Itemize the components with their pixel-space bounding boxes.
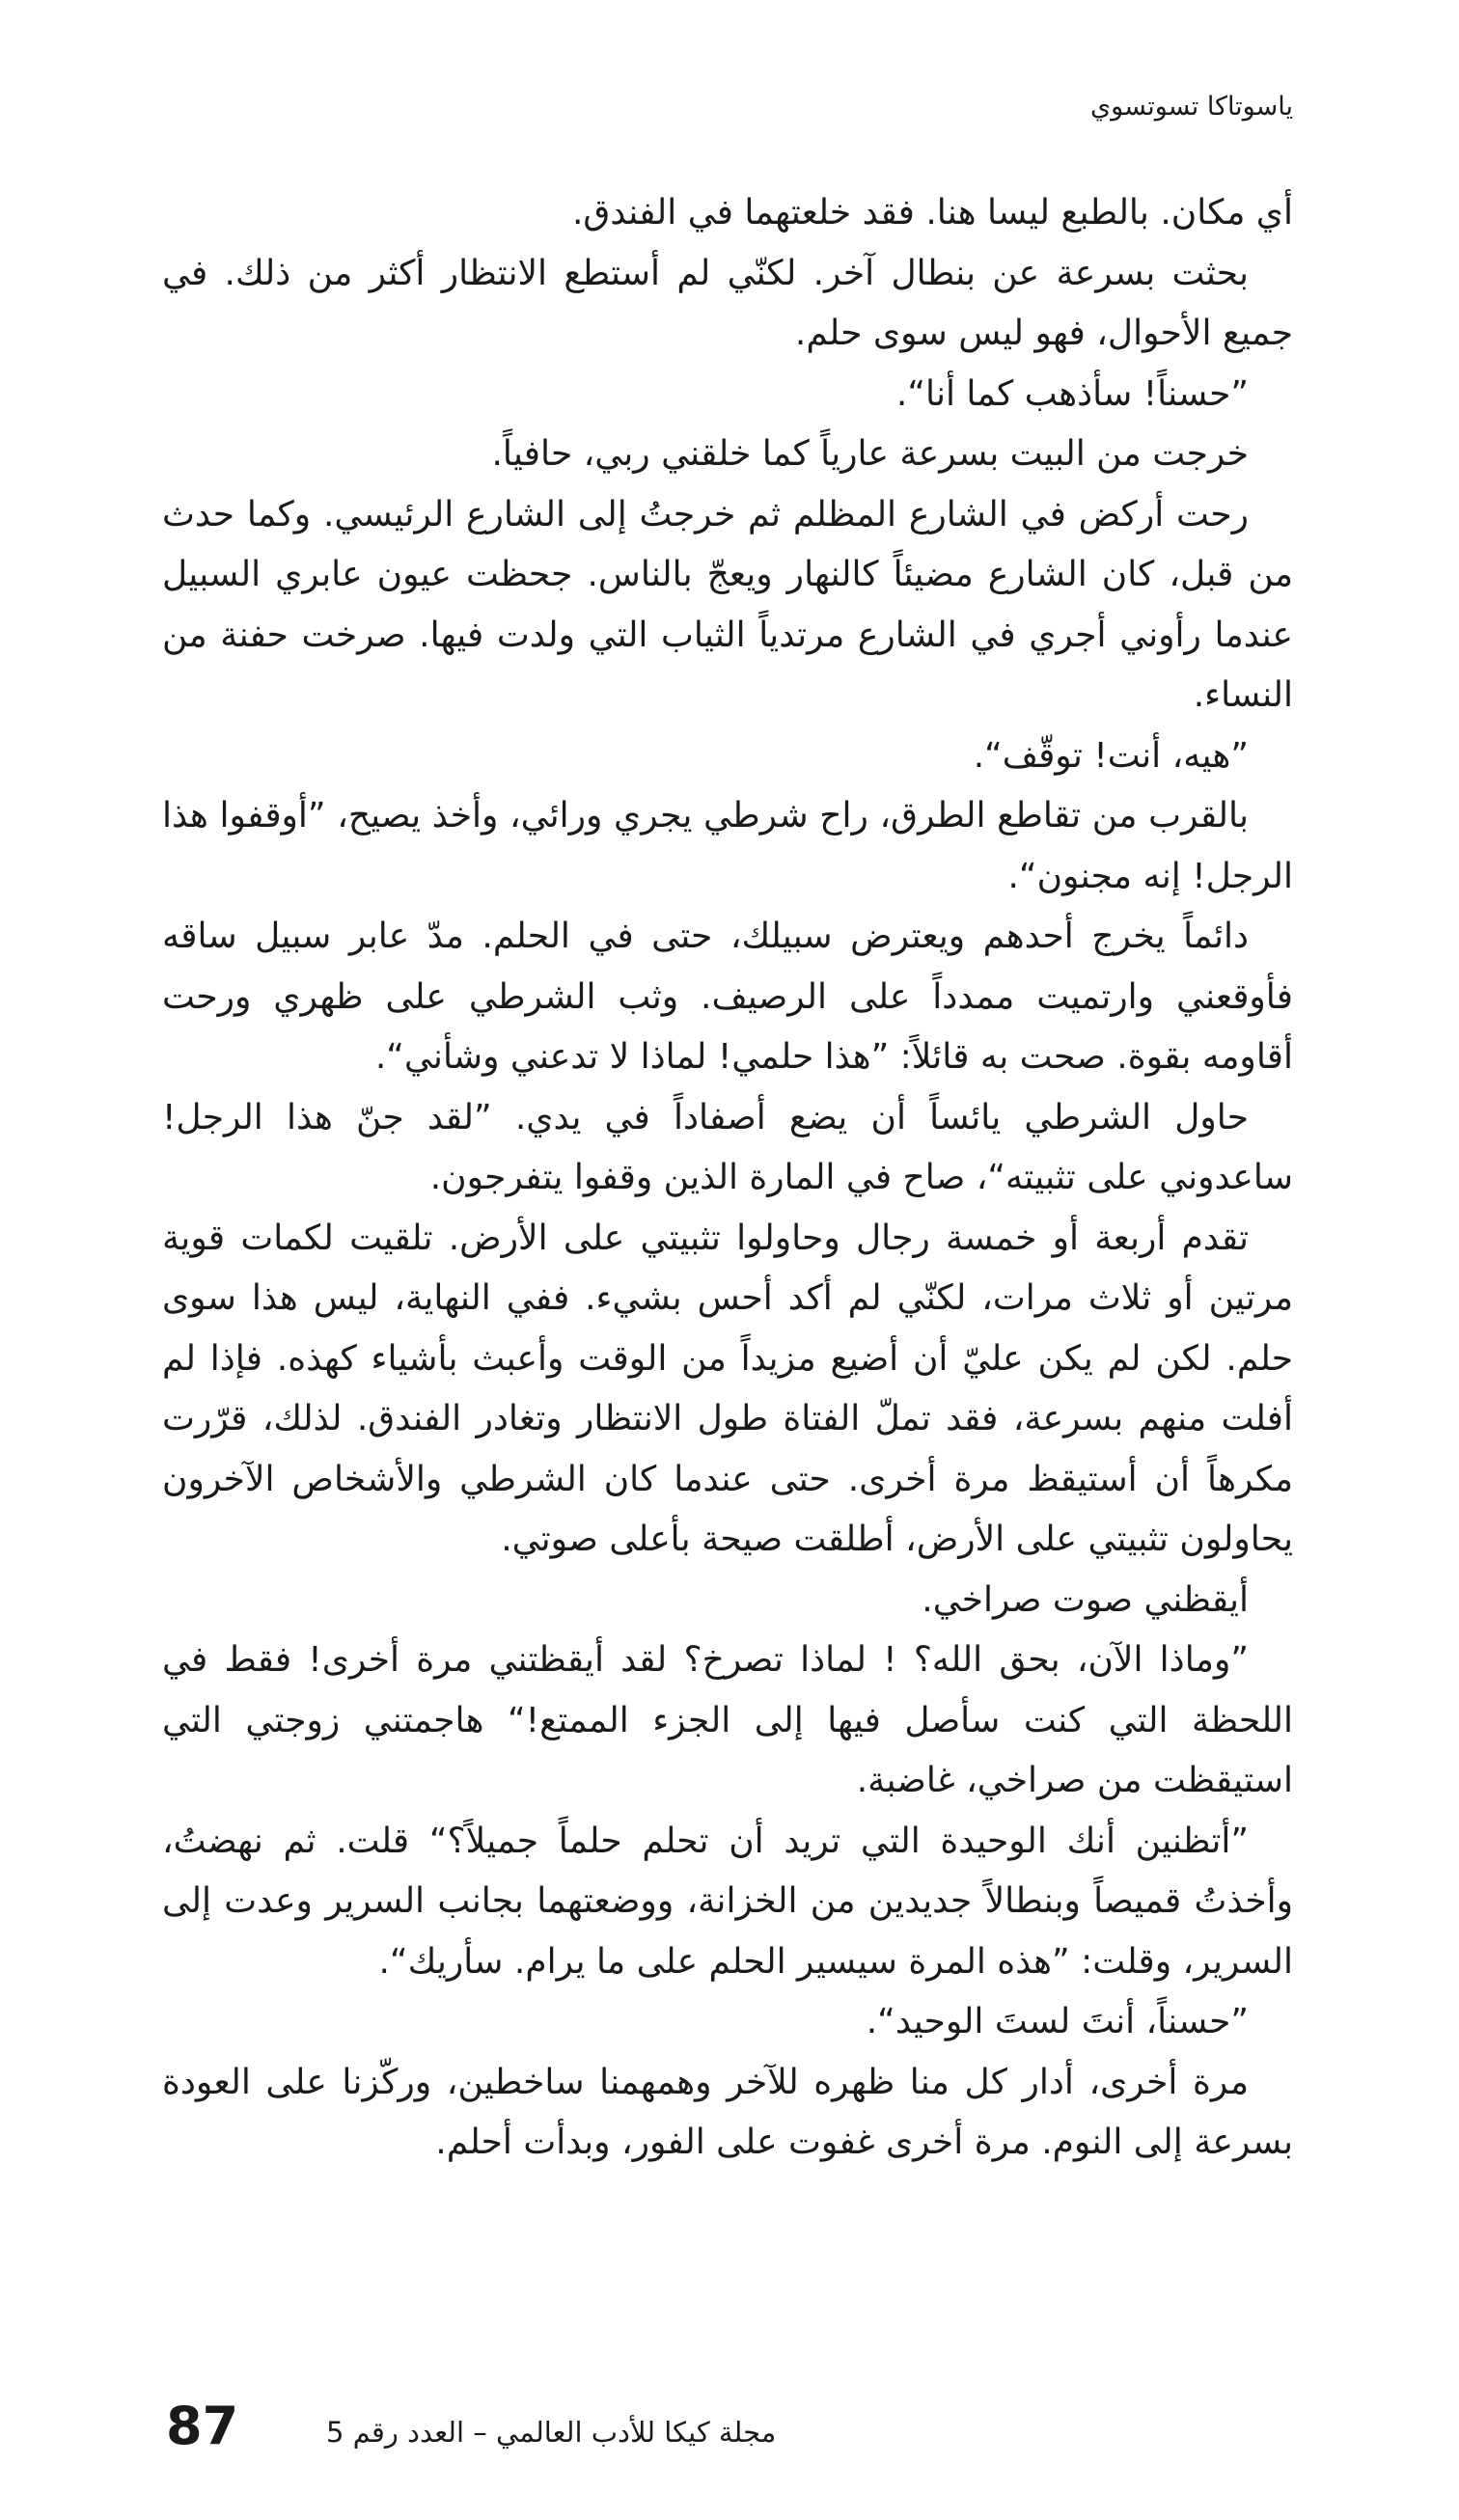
paragraph: خرجت من البيت بسرعة عارياً كما خلقني ربي، حافياً. <box>491 434 1249 474</box>
paragraph: ”أتظنين أنك الوحيدة التي تريد أن تحلم حلماً جميلاً؟“ قلت. ثم نهضتُ، وأخذتُ قميصاً وبنطالاً جديدين من الخزانة، ووضعتهما بجانب السرير وعدت إلى السرير، وقلت: ”هذه المرة سيسير الحلم على ما يرام. سأريك“. <box>162 1821 1293 1982</box>
paragraph: ”وماذا الآن، بحق الله؟ ! لماذا تصرخ؟ لقد أيقظتني مرة أخرى! فقط في اللحظة التي كنت سأصل فيها إلى الجزء الممتع!“ هاجمتني زوجتي التي استيقظت من صراخي، غاضبة. <box>162 1640 1293 1800</box>
paragraph: رحت أركض في الشارع المظلم ثم خرجتُ إلى الشارع الرئيسي. وكما حدث من قبل، كان الشارع مضيئاً كالنهار ويعجّ بالناس. جحظت عيون عابري السبيل عندما رأوني أجري في الشارع مرتدياً الثياب التي ولدت فيها. صرخت حفنة من النساء. <box>162 494 1293 715</box>
paragraph: ”حسناً، أنتَ لستَ الوحيد“. <box>866 2002 1249 2041</box>
paragraph: دائماً يخرج أحدهم ويعترض سبيلك، حتى في الحلم. مدّ عابر سبيل ساقه فأوقعني وارتميت ممدداً على الرصيف. وثب الشرطي على ظهري ورحت أقاومه بقوة. صحت به قائلاً: ”هذا حلمي! لماذا لا تدعني وشأني“. <box>162 917 1293 1077</box>
article-body <box>162 183 1293 2174</box>
journal-title: مجلة كيكا للأدب العالمي – العدد رقم 5 <box>326 2416 777 2449</box>
paragraph: أيقظني صوت صراخي. <box>922 1579 1249 1620</box>
paragraph: ”هيه، أنت! توقّف“. <box>973 735 1249 776</box>
page-footer <box>162 2385 1293 2462</box>
page-number: 87 <box>166 2396 239 2456</box>
paragraph: حاول الشرطي يائساً أن يضع أصفاداً في يدي. ”لقد جنّ هذا الرجل! ساعدوني على تثبيته“، صاح في المارة الذين وقفوا يتفرجون. <box>162 1097 1293 1197</box>
paragraph: بالقرب من تقاطع الطرق، راح شرطي يجري ورائي، وأخذ يصيح، ”أوقفوا هذا الرجل! إنه مجنون“. <box>162 796 1293 896</box>
running-header-author: ياسوتاكا تسوتسوي <box>1090 92 1293 122</box>
paragraph: ”حسناً! سأذهب كما أنا“. <box>895 373 1249 414</box>
paragraph: بحثت بسرعة عن بنطال آخر. لكنّي لم أستطع الانتظار أكثر من ذلك. في جميع الأحوال، فهو ليس سوى حلم. <box>162 253 1293 353</box>
paragraph: أي مكان. بالطبع ليسا هنا. فقد خلعتهما في الفندق. <box>571 193 1293 233</box>
paragraph: تقدم أربعة أو خمسة رجال وحاولوا تثبيتي على الأرض. تلقيت لكمات قوية مرتين أو ثلاث مرات، لكنّي لم أكد أحس بشيء. ففي النهاية، ليس هذا سوى حلم. لكن لم يكن عليّ أن أضيع مزيداً من الوقت وأعبث بأشياء كهذه. فإذا لم أفلت منهم بسرعة، فقد تملّ الفتاة طول الانتظار وتغادر الفندق. لذلك، قرّرت مكرهاً أن أستيقظ مرة أخرى. حتى عندما كان الشرطي والأشخاص الآخرون يحاولون تثبيتي على الأرض، أطلقت صيحة بأعلى صوتي. <box>162 1218 1293 1559</box>
paragraph: مرة أخرى، أدار كل منا ظهره للآخر وهمهمنا ساخطين، وركّزنا على العودة بسرعة إلى النوم. مرة أخرى غفوت على الفور، وبدأت أحلم. <box>162 2062 1293 2162</box>
